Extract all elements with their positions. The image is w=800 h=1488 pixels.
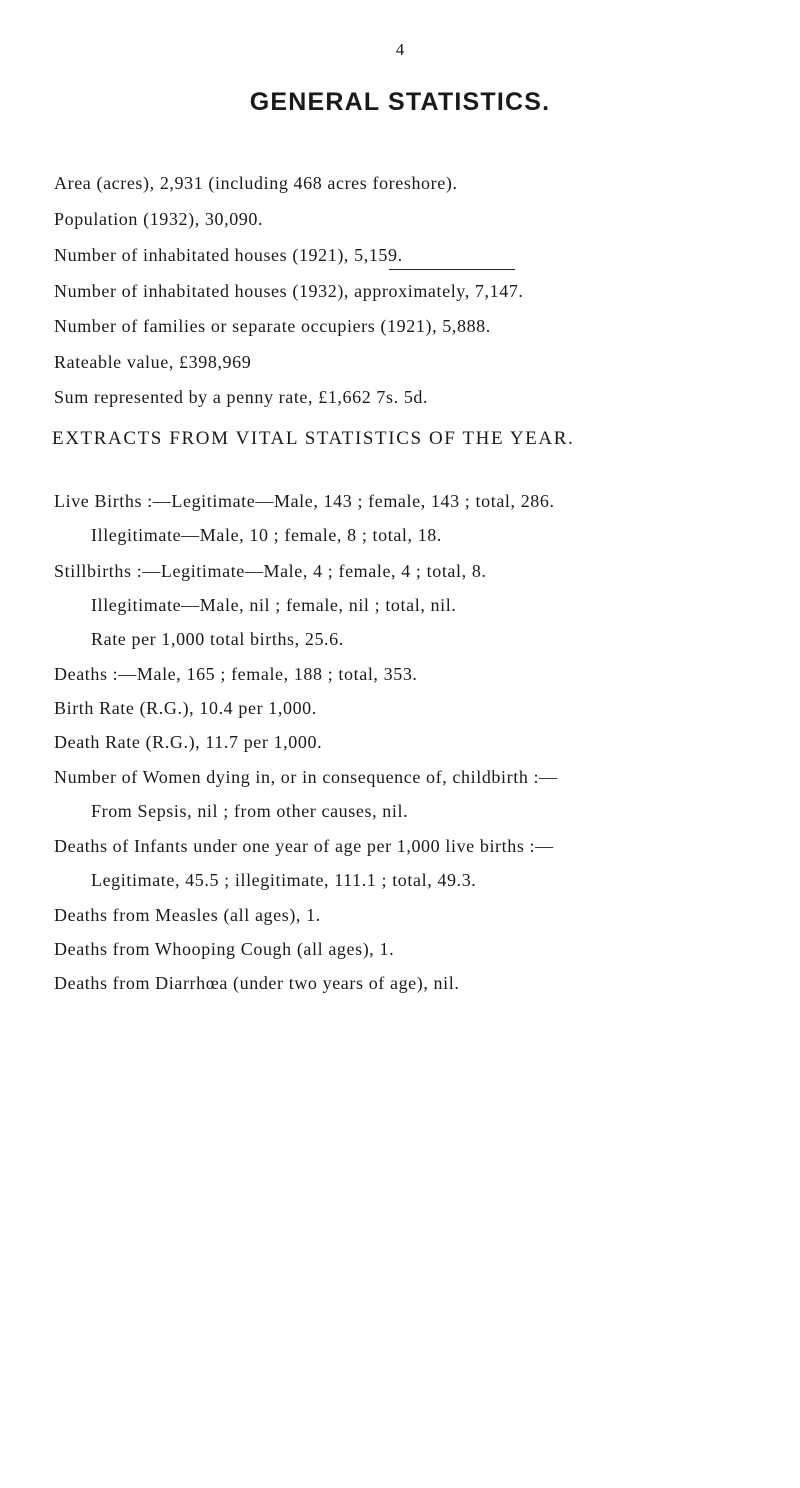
stillbirths-illegitimate: Illegitimate—Male, nil ; female, nil ; total, nil.: [91, 595, 457, 615]
title-divider: [389, 269, 515, 270]
death-rate-line: Death Rate (R.G.), 11.7 per 1,000.: [54, 732, 323, 752]
childbirth-deaths-line: Number of Women dying in, or in consequence of, childbirth :—: [54, 767, 558, 787]
birth-rate-line: Birth Rate (R.G.), 10.4 per 1,000.: [54, 698, 317, 718]
diarrhoea-deaths-line: Deaths from Diarrhœa (under two years of age), nil.: [54, 973, 460, 993]
population-line: Population (1932), 30,090.: [54, 209, 264, 229]
houses-1932-line: Number of inhabitated houses (1932), approximately, 7,147.: [54, 281, 524, 301]
page-title: GENERAL STATISTICS.: [249, 88, 551, 116]
infant-deaths-line: Deaths of Infants under one year of age per 1,000 live births :—: [54, 836, 554, 856]
live-births-illegitimate: Illegitimate—Male, 10 ; female, 8 ; total, 18.: [91, 525, 443, 545]
section-heading: EXTRACTS FROM VITAL STATISTICS OF THE YEAR.: [52, 428, 575, 449]
houses-1921-line: Number of inhabitated houses (1921), 5,159.: [54, 245, 403, 265]
childbirth-causes-line: From Sepsis, nil ; from other causes, nil.: [91, 801, 409, 821]
measles-deaths-line: Deaths from Measles (all ages), 1.: [54, 905, 321, 925]
deaths-line: Deaths :—Male, 165 ; female, 188 ; total, 353.: [54, 664, 418, 684]
families-line: Number of families or separate occupiers (1921), 5,888.: [54, 316, 491, 336]
whooping-cough-deaths-line: Deaths from Whooping Cough (all ages), 1.: [54, 939, 395, 959]
live-births-legitimate: Live Births :—Legitimate—Male, 143 ; female, 143 ; total, 286.: [54, 491, 555, 511]
rateable-value-line: Rateable value, £398,969: [54, 352, 252, 372]
stillbirths-legitimate: Stillbirths :—Legitimate—Male, 4 ; female, 4 ; total, 8.: [54, 561, 487, 581]
area-line: Area (acres), 2,931 (including 468 acres foreshore).: [54, 173, 458, 193]
page-number: 4: [395, 40, 405, 59]
infant-deaths-rates-line: Legitimate, 45.5 ; illegitimate, 111.1 ; total, 49.3.: [91, 870, 477, 890]
penny-rate-line: Sum represented by a penny rate, £1,662 7s. 5d.: [54, 387, 429, 407]
stillbirth-rate: Rate per 1,000 total births, 25.6.: [91, 629, 344, 649]
